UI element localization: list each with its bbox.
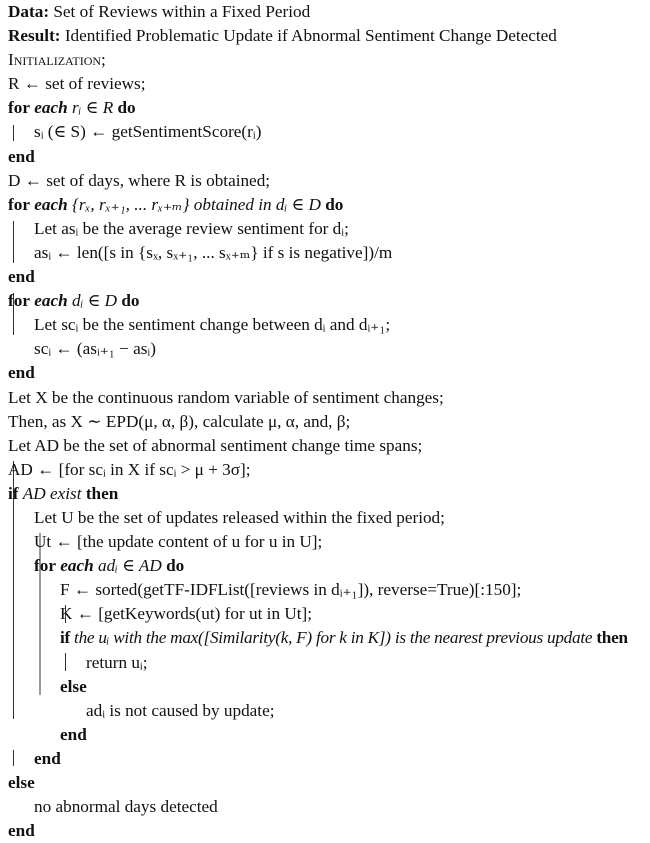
sc-assign-line: scᵢ ← (asᵢ₊₁ − asᵢ) xyxy=(34,339,156,359)
for-each-day-line: for each dᵢ ∈ D do xyxy=(8,291,140,311)
end-line: end xyxy=(34,748,61,768)
ad-assign-line: AD ← [for scᵢ in X if scᵢ > μ + 3σ]; xyxy=(8,459,251,479)
d-assign-line: D ← set of days, where R is obtained; xyxy=(8,170,271,190)
if-similarity-line: if the uᵢ with the max([Similarity(k, F) for k in K]) is the nearest previous update then xyxy=(60,628,628,648)
score-line: sᵢ (∈ S) ← getSentimentScore(rᵢ) xyxy=(34,122,262,142)
let-ad-line: Let AD be the set of abnormal sentiment change time spans; xyxy=(8,435,423,455)
end-line: end xyxy=(8,363,35,383)
no-abnormal-line: no abnormal days detected xyxy=(34,797,218,817)
let-x-line: Let X be the continuous random variable of sentiment changes; xyxy=(8,387,444,407)
for-each-ad-line: for each adᵢ ∈ AD do xyxy=(34,556,185,576)
data-line: Data: Set of Reviews within a Fixed Period xyxy=(8,2,311,21)
for-each-review-line: for each rᵢ ∈ R do xyxy=(8,98,136,118)
if-ad-exist-line: if AD exist then xyxy=(8,483,119,503)
end-line: end xyxy=(60,724,87,744)
not-caused-line: adᵢ is not caused by update; xyxy=(86,700,275,720)
end-line: end xyxy=(8,267,35,287)
f-assign-line: F ← sorted(getTF-IDFList([reviews in dᵢ₊₁]), reverse=True)[:150]; xyxy=(60,580,522,600)
else-line: else xyxy=(8,773,35,792)
for-each-day-reviews-line: for each {rₓ, rₓ₊₁, ... rₓ₊ₘ} obtained in dᵢ ∈ D do xyxy=(8,194,344,214)
initialization-line: Initialization; xyxy=(8,50,106,70)
end-line: end xyxy=(8,821,35,841)
return-line: return uᵢ; xyxy=(86,652,148,672)
else-line: else xyxy=(60,676,87,696)
ut-assign-line: Ut ← [the update content of u for u in U]; xyxy=(34,532,323,552)
k-assign-line: K ← [getKeywords(ut) for ut in Ut]; xyxy=(60,604,313,624)
r-assign-line: R ← set of reviews; xyxy=(8,74,146,94)
algorithm-block xyxy=(8,0,650,843)
let-u-line: Let U be the set of updates released within the fixed period; xyxy=(34,507,445,527)
then-epd-line: Then, as X ∼ EPD(μ, α, β), calculate μ, α, and, β; xyxy=(8,411,351,431)
let-sc-line: Let scᵢ be the sentiment change between dᵢ and dᵢ₊₁; xyxy=(34,315,391,335)
as-assign-line: asᵢ ← len([s in {sₓ, sₓ₊₁, ... sₓ₊ₘ} if s is negative])/m xyxy=(34,242,393,262)
end-line: end xyxy=(8,146,35,166)
result-line: Result: Identified Problematic Update if Abnormal Sentiment Change Detected xyxy=(8,26,557,46)
let-as-line: Let asᵢ be the average review sentiment for dᵢ; xyxy=(34,218,349,238)
